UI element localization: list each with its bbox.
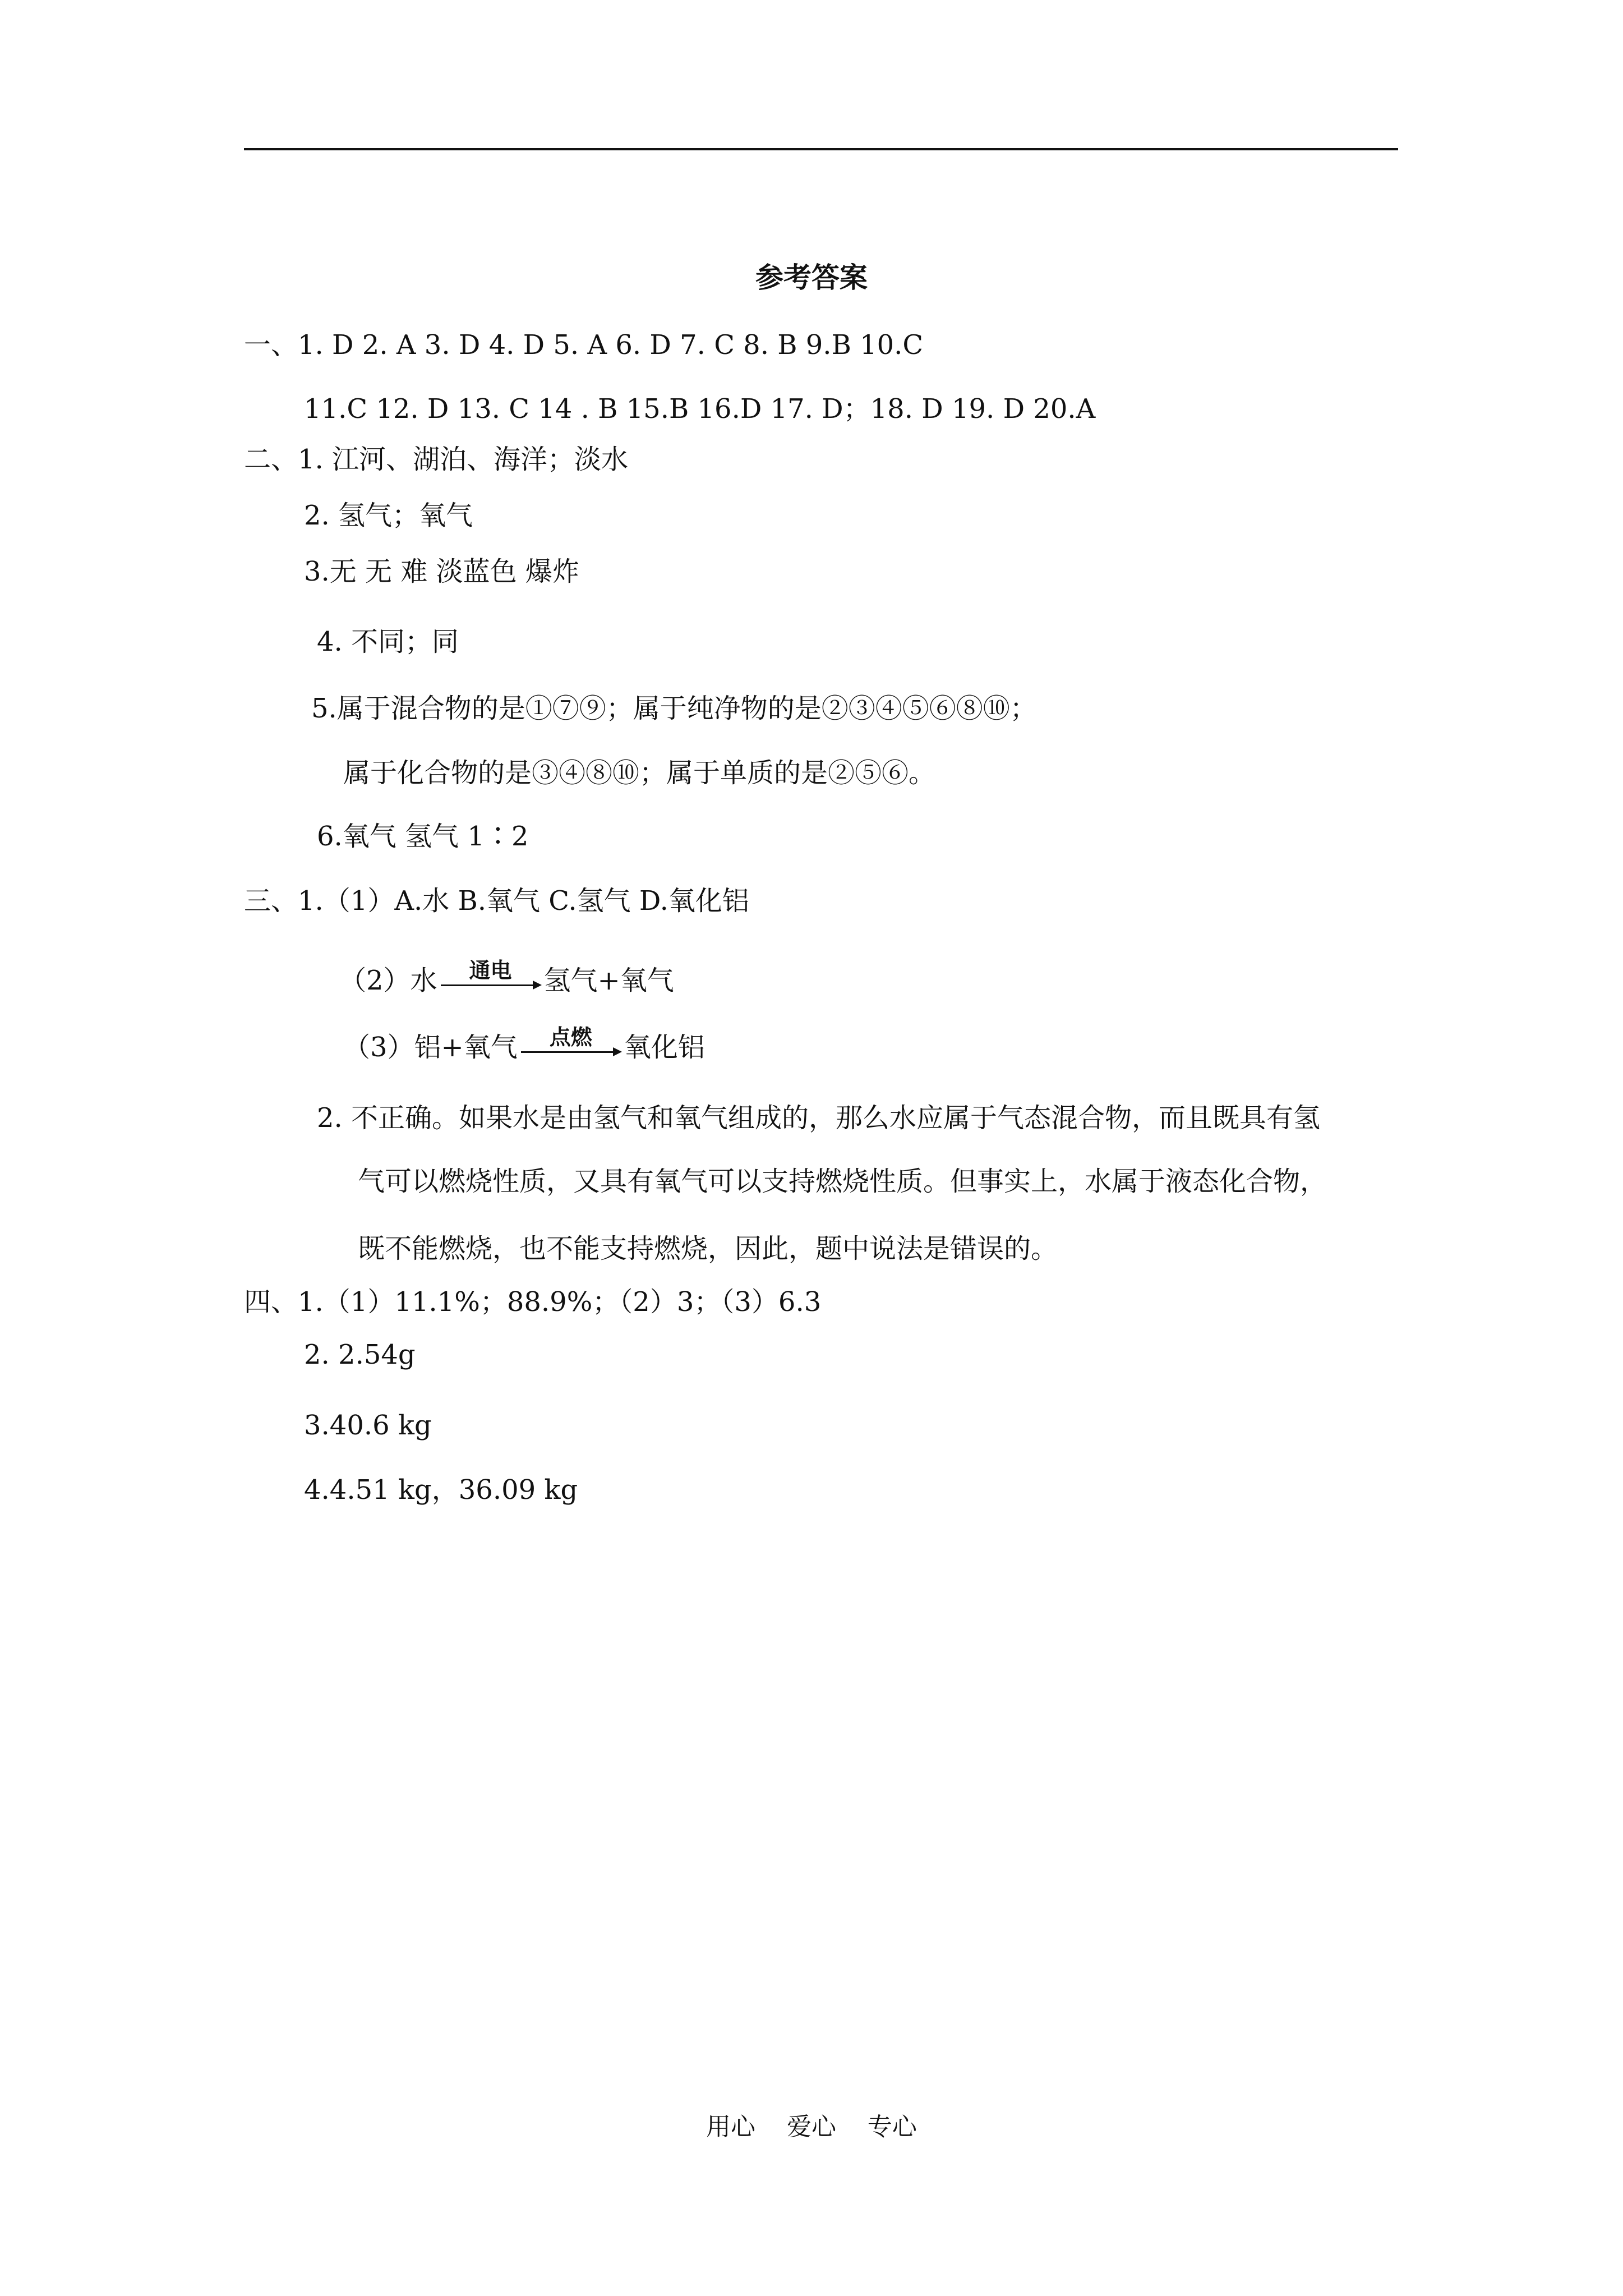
section2-q2: 2. 氢气；氧气 [304, 500, 473, 531]
header-rule [244, 148, 1398, 150]
section2-q1: 二、1. 江河、湖泊、海洋；淡水 [244, 444, 629, 475]
section3-q2-line2: 气可以燃烧性质，又具有氧气可以支持燃烧性质。但事实上，水属于液态化合物， [358, 1166, 1327, 1197]
section2-q6: 6.氧气 氢气 1∶2 [317, 821, 529, 852]
section2-q5-line2: 属于化合物的是③④⑧⑩；属于单质的是②⑤⑥。 [343, 757, 936, 789]
section4-q4: 4.4.51 kg，36.09 kg [304, 1474, 578, 1506]
section4-q3: 3.40.6 kg [304, 1410, 432, 1441]
section2-q4: 4. 不同；同 [317, 626, 459, 657]
page-title: 参考答案 [755, 261, 868, 294]
section4-q1: 四、1.（1）11.1%；88.9%；（2）3；（3）6.3 [244, 1286, 822, 1318]
section4-q2: 2. 2.54g [304, 1339, 416, 1370]
equation-1-products: 氢气+氧气 [543, 965, 674, 996]
reaction-arrow [437, 958, 544, 998]
reaction-arrow [518, 1024, 624, 1065]
reaction-condition: 通电 [469, 958, 512, 983]
equation-2-reactants: （3）铝+氧气 [343, 1032, 518, 1063]
section3-q2-line1: 2. 不正确。如果水是由氢气和氧气组成的，那么水应属于气态混合物，而且既具有氢 [317, 1102, 1321, 1134]
section2-q3: 3.无 无 难 淡蓝色 爆炸 [304, 556, 579, 587]
section3-equation-2 [343, 1024, 705, 1065]
equation-2-products: 氧化铝 [624, 1032, 705, 1063]
section3-equation-1 [339, 958, 674, 998]
equation-1-reactants: （2）水 [339, 965, 437, 996]
page-footer: 用心 爱心 专心 [706, 2113, 917, 2141]
section2-q5-line1: 5.属于混合物的是①⑦⑨；属于纯净物的是②③④⑤⑥⑧⑩； [311, 693, 1037, 724]
section3-q1-part1: 三、1.（1）A.水 B.氧气 C.氢气 D.氧化铝 [244, 885, 749, 917]
section1-line2: 11.C 12. D 13. C 14 . B 15.B 16.D 17. D；18. D 19. D 20.A [304, 393, 1096, 425]
section3-q2-line3: 既不能燃烧，也不能支持燃烧，因此，题中说法是错误的。 [358, 1233, 1058, 1264]
section1-line1: 一、1. D 2. A 3. D 4. D 5. A 6. D 7. C 8. B 9.B 10.C [244, 329, 924, 361]
reaction-condition: 点燃 [549, 1024, 592, 1050]
